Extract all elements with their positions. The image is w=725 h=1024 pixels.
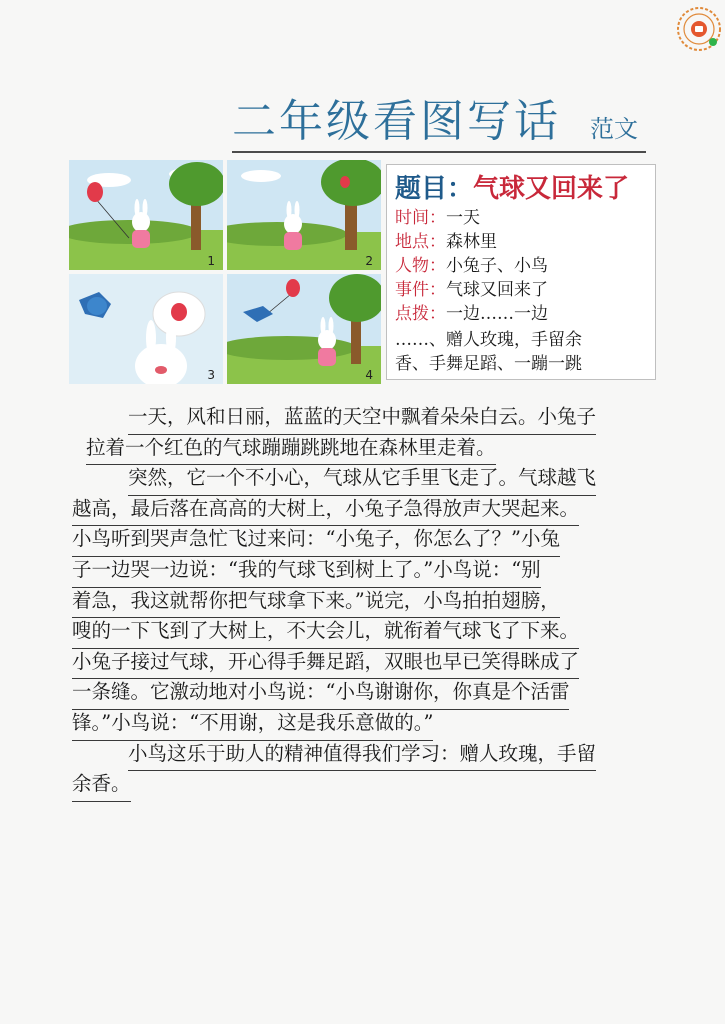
tip-continuation: 香、手舞足蹈、一蹦一跳 <box>395 354 582 374</box>
topic-value: 气球又回来了 <box>473 174 630 204</box>
panel-number: 2 <box>365 254 373 268</box>
info-key: 人物： <box>395 256 446 276</box>
info-key: 地点： <box>395 232 446 252</box>
info-key: 事件： <box>395 280 446 300</box>
panel-1-illustration <box>69 160 223 270</box>
info-key: 点拨： <box>395 304 446 324</box>
panel-2 <box>227 160 381 270</box>
essay-line: 小鸟听到哭声急忙飞过来问：“小兔子，你怎么了？”小兔 <box>68 530 652 561</box>
info-box <box>386 164 656 380</box>
essay-line: 突然，它一个不小心，气球从它手里飞走了。气球越飞 <box>68 469 652 500</box>
essay-line: 嗖的一下飞到了大树上，不大会儿，就衔着气球飞了下来。 <box>68 622 652 653</box>
panel-3 <box>69 274 223 384</box>
info-row-characters <box>395 255 548 277</box>
info-row-tip <box>395 303 548 325</box>
info-row-place <box>395 231 497 253</box>
topic <box>395 173 629 205</box>
panel-4 <box>227 274 381 384</box>
essay-line: 一条缝。它激动地对小鸟说：“小鸟谢谢你，你真是个活雷 <box>68 683 652 714</box>
panel-number: 3 <box>207 368 215 382</box>
topic-label: 题目： <box>395 174 474 204</box>
info-value: 一天 <box>446 208 480 228</box>
essay-line: 着急，我这就帮你把气球拿下来。”说完，小鸟拍拍翅膀， <box>68 592 652 623</box>
title-main: 二年级看图写话 <box>232 96 561 147</box>
title-underline <box>232 151 646 153</box>
info-value: 小兔子、小鸟 <box>446 256 548 276</box>
panel-1 <box>69 160 223 270</box>
info-key: 时间： <box>395 208 446 228</box>
panel-2-illustration <box>227 160 381 270</box>
essay-body <box>68 405 652 806</box>
essay-line: 余香。 <box>68 775 652 806</box>
picture-panels <box>69 160 381 384</box>
page-title <box>232 96 652 150</box>
essay-line: 拉着一个红色的气球蹦蹦跳跳地在森林里走着。 <box>68 439 652 470</box>
essay-line: 小兔子接过气球，开心得手舞足蹈，双眼也早已笑得眯成了 <box>68 653 652 684</box>
info-row-time <box>395 207 480 229</box>
panel-number: 1 <box>207 254 215 268</box>
essay-line: 锋。”小鸟说：“不用谢，这是我乐意做的。” <box>68 714 652 745</box>
panel-3-illustration <box>69 274 223 384</box>
info-row-event <box>395 279 548 301</box>
panel-number: 4 <box>365 368 373 382</box>
essay-line: 小鸟这乐于助人的精神值得我们学习：赠人玫瑰，手留 <box>68 745 652 776</box>
panel-4-illustration <box>227 274 381 384</box>
essay-line: 子一边哭一边说：“我的气球飞到树上了。”小鸟说：“别 <box>68 561 652 592</box>
title-sub: 范文 <box>590 115 638 143</box>
info-value: 森林里 <box>446 232 497 252</box>
essay-line: 越高，最后落在高高的大树上，小兔子急得放声大哭起来。 <box>68 500 652 531</box>
stamp-icon <box>676 6 722 52</box>
essay-line: 一天，风和日丽，蓝蓝的天空中飘着朵朵白云。小兔子 <box>68 408 652 439</box>
info-value: 气球又回来了 <box>446 280 548 300</box>
tip-continuation: ……、赠人玫瑰，手留余 <box>395 330 582 350</box>
info-value: 一边……一边 <box>446 304 548 324</box>
